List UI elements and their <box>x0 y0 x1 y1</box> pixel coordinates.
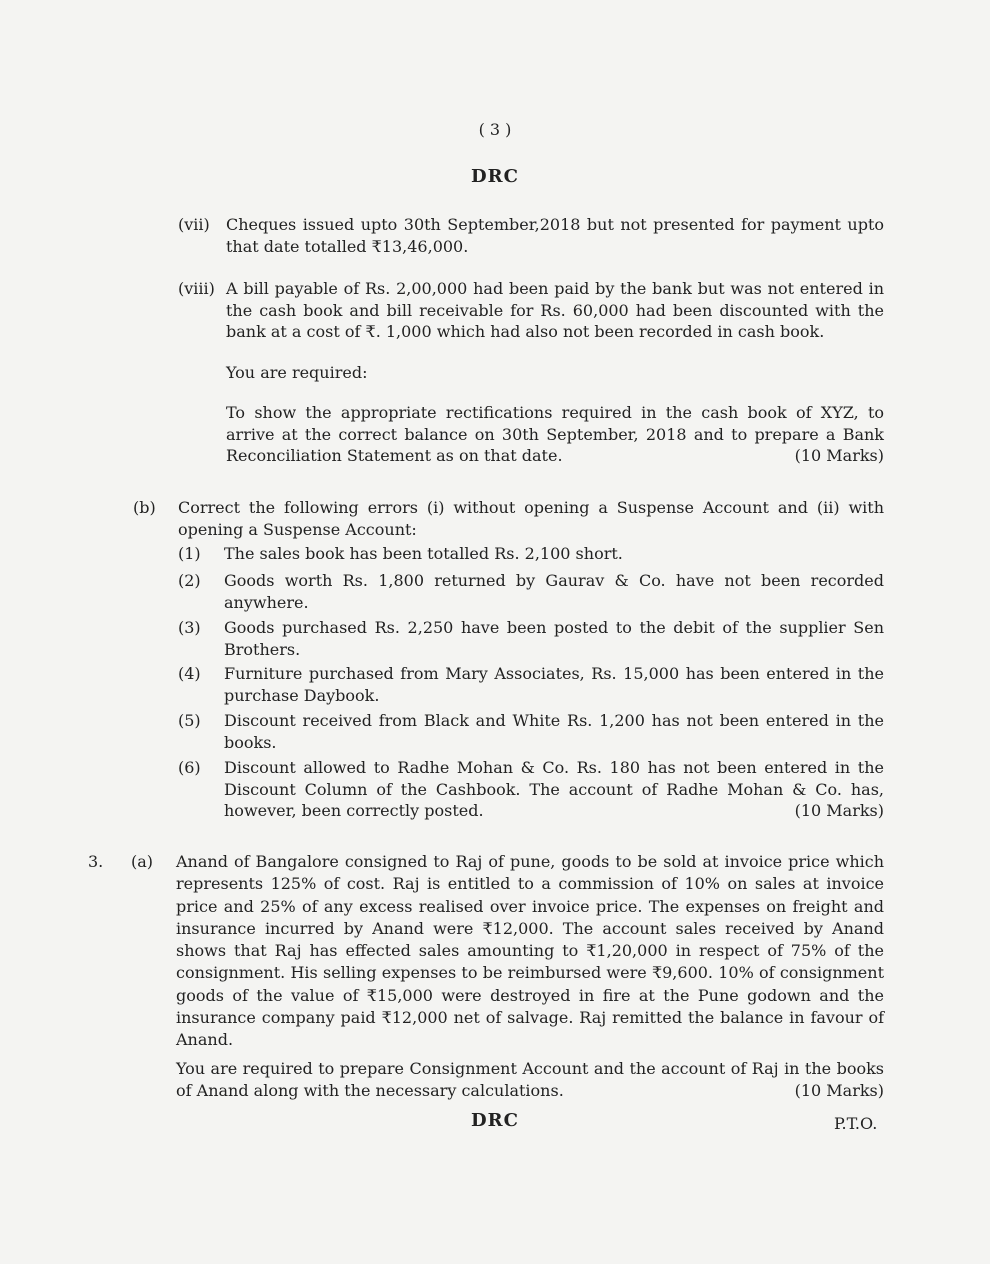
q2b-item-3-text: Goods purchased Rs. 2,250 have been posted to the debit of the supplier Sen Brothers. <box>224 618 884 659</box>
required-label: You are required: <box>226 363 368 382</box>
q2b-item-3-number: (3) <box>178 618 201 637</box>
q2b-item-4-number: (4) <box>178 664 201 683</box>
q3a-label: (a) <box>131 852 154 871</box>
paper-code-header: DRC <box>471 166 519 187</box>
q3-number: 3. <box>88 852 104 871</box>
q2a-task <box>226 402 884 467</box>
q2b-item-2-text: Goods worth Rs. 1,800 returned by Gaurav & Co. have not been recorded anywhere. <box>224 571 884 612</box>
item-vii-number: (vii) <box>178 215 210 234</box>
q3a-marks: (10 Marks) <box>794 1080 884 1100</box>
q2a-marks: (10 Marks) <box>794 446 884 465</box>
q2b-marks: (10 Marks) <box>794 801 884 820</box>
q2b-item-5-text: Discount received from Black and White Rs. 1,200 has not been entered in the books. <box>224 711 884 752</box>
q2b-item-6-number: (6) <box>178 758 201 777</box>
q2b-intro: Correct the following errors (i) without opening a Suspense Account and (ii) with opening a Suspense Account: <box>178 498 884 539</box>
q2b-item-1-text: The sales book has been totalled Rs. 2,100 short. <box>224 544 623 563</box>
q2b-item-6 <box>224 757 884 822</box>
q2b-item-5-number: (5) <box>178 711 201 730</box>
q2b-item-4-text: Furniture purchased from Mary Associates, Rs. 15,000 has been entered in the purchase Daybook. <box>224 664 884 705</box>
page-number: ( 3 ) <box>478 120 512 139</box>
pto-label: P.T.O. <box>834 1114 878 1133</box>
q2b-item-6-text: Discount allowed to Radhe Mohan & Co. Rs. 180 has not been entered in the Discount Column of the Cashbook. The account of Radhe Mohan & Co. has, however, been correctly posted. <box>224 758 884 820</box>
q2b-item-2-number: (2) <box>178 571 201 590</box>
item-viii-text: A bill payable of Rs. 2,00,000 had been paid by the bank but was not entered in the cash book and bill receivable for Rs. 60,000 had been discounted with the bank at a cost of ₹. 1,000 which had also not been recorded in cash book. <box>226 279 884 341</box>
q3a-required-text: You are required to prepare Consignment Account and the account of Raj in the books of Anand along with the necessary calculations. <box>176 1059 884 1100</box>
item-viii-number: (viii) <box>178 279 215 298</box>
q3a-required <box>176 1058 884 1101</box>
q2b-item-1-number: (1) <box>178 544 201 563</box>
q3a-text: Anand of Bangalore consigned to Raj of pune, goods to be sold at invoice price which represents 125% of cost. Raj is entitled to a commission of 10% on sales at invoice price and 25% of any excess realised over invoice price. The expenses on freight and insurance incurred by Anand were ₹12,000. The account sales received by Anand shows that Raj has effected sales amounting to ₹1,20,000 in respect of 75% of the consignment. His selling expenses to be reimbursed were ₹9,600. 10% of consignment goods of the value of ₹15,000 were destroyed in fire at the Pune godown and the insurance company paid ₹12,000 net of salvage. Raj remitted the balance in favour of Anand. <box>176 852 884 1050</box>
paper-code-footer: DRC <box>471 1110 519 1131</box>
q2a-task-text: To show the appropriate rectifications required in the cash book of XYZ, to arrive at the correct balance on 30th September, 2018 and to prepare a Bank Reconciliation Statement as on that date. <box>226 403 884 465</box>
q2b-label: (b) <box>133 498 156 517</box>
item-vii-text: Cheques issued upto 30th September,2018 but not presented for payment upto that date totalled ₹13,46,000. <box>226 215 884 256</box>
